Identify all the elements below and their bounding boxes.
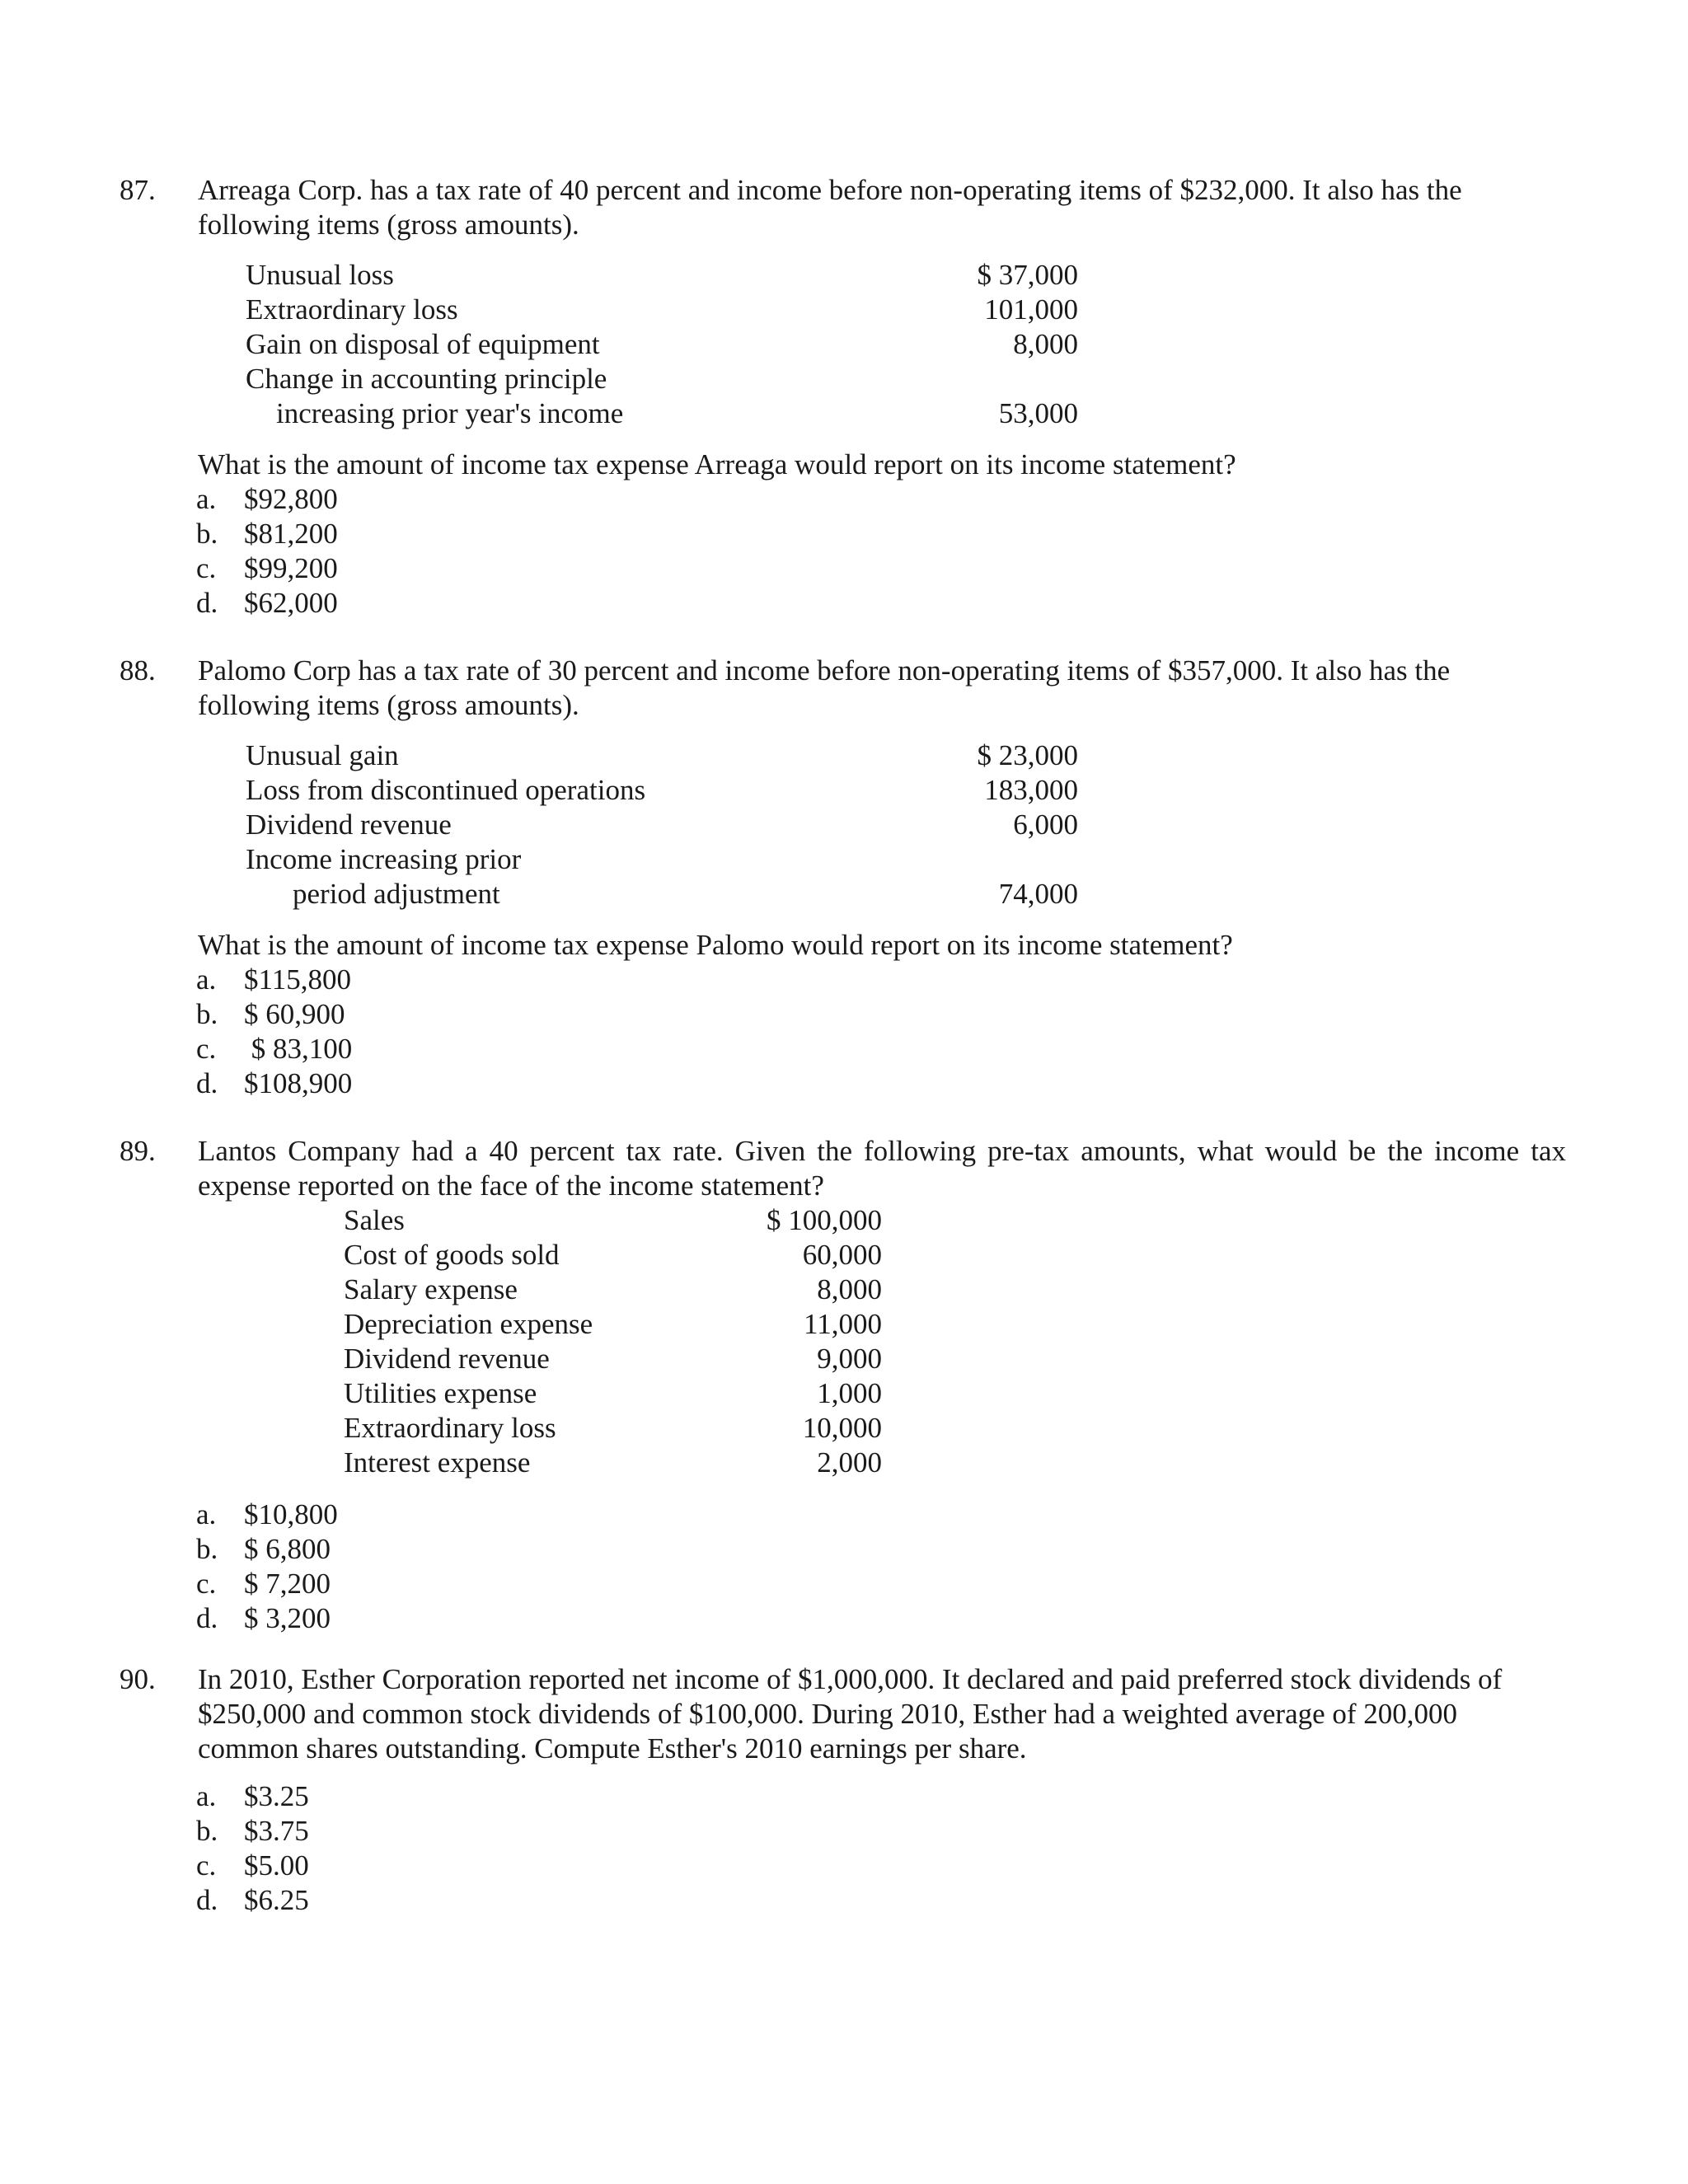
option-text: $115,800 xyxy=(244,963,351,996)
item-value: 8,000 xyxy=(1013,328,1078,360)
option-text: $ 60,900 xyxy=(244,998,345,1030)
item-value: 101,000 xyxy=(984,293,1078,326)
question-number: 88. xyxy=(120,654,156,687)
item-label: Interest expense xyxy=(344,1446,531,1479)
stem-line: Palomo Corp has a tax rate of 30 percent and income before non-operating items of $357,000. It also has the xyxy=(198,654,1451,687)
answer-option-d[interactable] xyxy=(196,1601,331,1636)
item-value: $ 100,000 xyxy=(767,1204,882,1236)
item-value: 6,000 xyxy=(1013,808,1078,841)
option-letter: b. xyxy=(196,1533,218,1565)
item-label: Cost of goods sold xyxy=(344,1239,560,1271)
option-text: $10,800 xyxy=(244,1498,338,1530)
stem-line: following items (gross amounts). xyxy=(198,689,579,721)
option-letter: d. xyxy=(196,1602,218,1634)
option-text: $62,000 xyxy=(244,587,338,619)
item-value: 2,000 xyxy=(817,1446,882,1479)
question-prompt: What is the amount of income tax expense Arreaga would report on its income statement? xyxy=(198,448,1236,480)
option-text: $6.25 xyxy=(244,1884,309,1916)
question-stem xyxy=(198,1662,1574,1766)
option-letter: d. xyxy=(196,1067,218,1099)
stem-line: $250,000 and common stock dividends of $100,000. During 2010, Esther had a weighted average of 200,000 xyxy=(198,1698,1458,1730)
answer-option-c[interactable] xyxy=(196,1567,331,1601)
item-value: 60,000 xyxy=(802,1239,882,1271)
item-value: 53,000 xyxy=(998,397,1078,429)
question-stem xyxy=(198,173,1574,242)
question-stem xyxy=(198,654,1574,723)
item-label: Utilities expense xyxy=(344,1377,537,1409)
option-text: $81,200 xyxy=(244,518,338,550)
question-number: 90. xyxy=(120,1663,156,1695)
option-text: $5.00 xyxy=(244,1849,309,1882)
stem-line: Lantos Company had a 40 percent tax rate. Given the following pre-tax amounts, what would be the income tax xyxy=(198,1135,1566,1167)
answer-option-d[interactable] xyxy=(196,1066,353,1101)
option-letter: c. xyxy=(196,1568,217,1600)
table-row xyxy=(344,1307,882,1342)
option-text: $ 6,800 xyxy=(244,1533,331,1565)
answer-option-a[interactable] xyxy=(196,482,338,517)
item-label: Unusual gain xyxy=(246,739,399,771)
table-row xyxy=(246,808,1078,842)
option-text: $ 83,100 xyxy=(244,1033,353,1065)
item-value: 11,000 xyxy=(804,1308,882,1340)
option-letter: d. xyxy=(196,587,218,619)
table-row xyxy=(344,1411,882,1446)
answer-option-b[interactable] xyxy=(196,1532,331,1567)
option-letter: a. xyxy=(196,963,217,996)
item-label: Salary expense xyxy=(344,1273,518,1305)
item-value: $ 23,000 xyxy=(977,739,1078,771)
item-label: Depreciation expense xyxy=(344,1308,593,1340)
answer-option-d[interactable] xyxy=(196,1883,309,1918)
stem-line: In 2010, Esther Corporation reported net income of $1,000,000. It declared and paid preferred stock dividends of xyxy=(198,1663,1503,1695)
item-label: period adjustment xyxy=(293,878,500,910)
stem-line: following items (gross amounts). xyxy=(198,209,579,241)
answer-option-a[interactable] xyxy=(196,1779,309,1814)
table-row xyxy=(344,1446,882,1480)
item-value: 9,000 xyxy=(817,1343,882,1375)
answer-option-c[interactable] xyxy=(196,1032,353,1066)
answer-option-b[interactable] xyxy=(196,517,338,551)
option-text: $99,200 xyxy=(244,552,338,584)
item-value: 183,000 xyxy=(984,774,1078,806)
table-row xyxy=(246,362,1078,396)
item-label: Sales xyxy=(344,1204,405,1236)
stem-line: common shares outstanding. Compute Esther's 2010 earnings per share. xyxy=(198,1732,1027,1765)
table-row xyxy=(344,1238,882,1272)
answer-option-b[interactable] xyxy=(196,1814,309,1849)
option-text: $3.75 xyxy=(244,1815,309,1847)
answer-option-a[interactable] xyxy=(196,1497,338,1532)
table-row xyxy=(246,327,1078,362)
option-text: $108,900 xyxy=(244,1067,353,1099)
option-letter: c. xyxy=(196,552,217,584)
table-row xyxy=(344,1203,882,1238)
table-row xyxy=(344,1342,882,1376)
item-label: Extraordinary loss xyxy=(344,1412,556,1444)
question-number: 87. xyxy=(120,174,156,206)
item-value: 74,000 xyxy=(998,878,1078,910)
item-label: Loss from discontinued operations xyxy=(246,774,646,806)
item-label: Gain on disposal of equipment xyxy=(246,328,600,360)
answer-option-c[interactable] xyxy=(196,551,338,586)
item-label: Unusual loss xyxy=(246,259,394,291)
item-value: 1,000 xyxy=(817,1377,882,1409)
item-label: Extraordinary loss xyxy=(246,293,458,326)
table-row xyxy=(344,1376,882,1411)
table-row xyxy=(246,293,1078,327)
answer-option-d[interactable] xyxy=(196,586,338,621)
stem-line: Arreaga Corp. has a tax rate of 40 percent and income before non-operating items of $232,000. It also has the xyxy=(198,174,1462,206)
question-number: 89. xyxy=(120,1135,156,1167)
table-row xyxy=(246,773,1078,808)
option-letter: a. xyxy=(196,1498,217,1530)
option-letter: d. xyxy=(196,1884,218,1916)
table-row xyxy=(246,258,1078,293)
option-letter: b. xyxy=(196,1815,218,1847)
table-row xyxy=(246,738,1078,773)
item-value: $ 37,000 xyxy=(977,259,1078,291)
answer-option-a[interactable] xyxy=(196,963,351,997)
table-row xyxy=(293,877,1078,912)
item-value: 10,000 xyxy=(802,1412,882,1444)
option-text: $3.25 xyxy=(244,1780,309,1812)
option-text: $ 3,200 xyxy=(244,1602,331,1634)
option-letter: c. xyxy=(196,1849,217,1882)
item-label: Change in accounting principle xyxy=(246,363,607,395)
item-value: 8,000 xyxy=(817,1273,882,1305)
table-row xyxy=(246,842,1078,877)
table-row xyxy=(276,396,1078,431)
answer-option-c[interactable] xyxy=(196,1849,309,1883)
option-letter: c. xyxy=(196,1033,217,1065)
item-label: Dividend revenue xyxy=(246,808,452,841)
item-label: Income increasing prior xyxy=(246,843,522,875)
option-text: $92,800 xyxy=(244,483,338,515)
question-prompt: What is the amount of income tax expense Palomo would report on its income statement? xyxy=(198,929,1233,961)
stem-line: expense reported on the face of the income statement? xyxy=(198,1169,824,1202)
answer-option-b[interactable] xyxy=(196,997,345,1032)
item-label: increasing prior year's income xyxy=(276,397,624,429)
option-letter: a. xyxy=(196,1780,217,1812)
option-letter: b. xyxy=(196,998,218,1030)
item-label: Dividend revenue xyxy=(344,1343,550,1375)
option-text: $ 7,200 xyxy=(244,1568,331,1600)
table-row xyxy=(344,1272,882,1307)
option-letter: a. xyxy=(196,483,217,515)
question-stem xyxy=(198,1134,1566,1203)
option-letter: b. xyxy=(196,518,218,550)
